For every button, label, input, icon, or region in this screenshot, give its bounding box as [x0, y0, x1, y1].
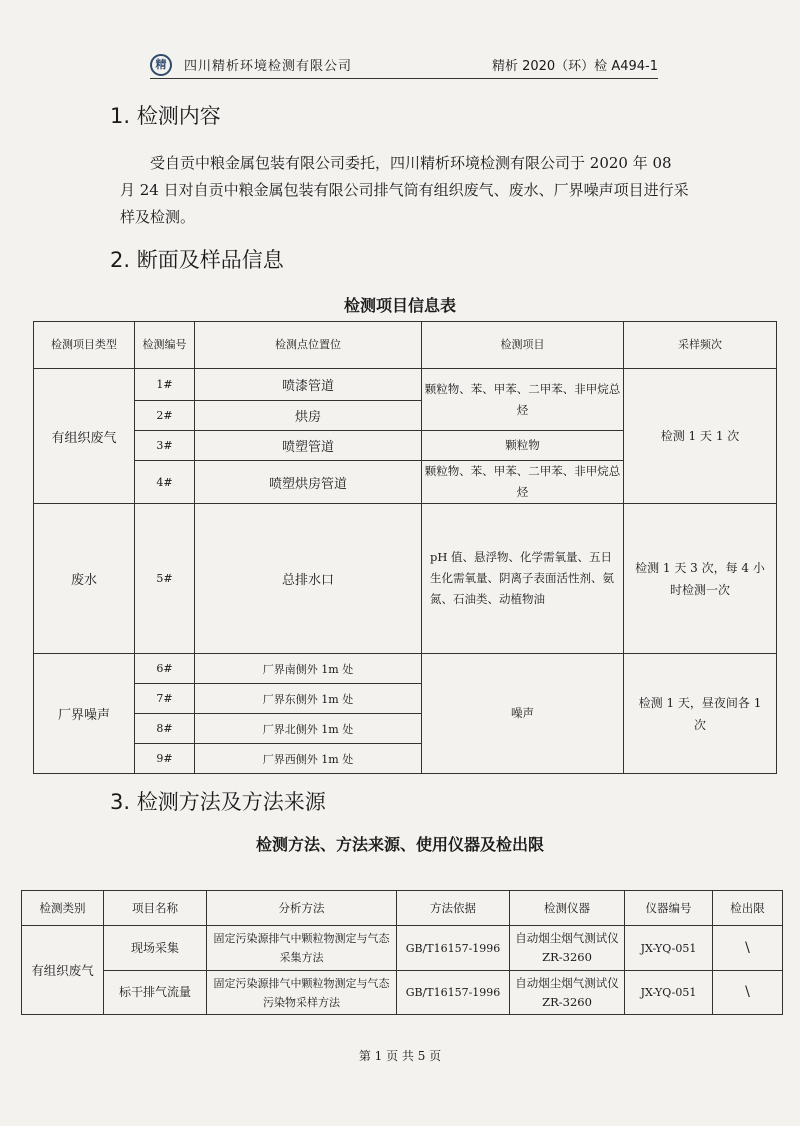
group-type: 有组织废气: [34, 369, 135, 504]
item-name: 现场采集: [104, 926, 207, 971]
detection-item: pH 值、悬浮物、化学需氧量、五日生化需氧量、阴离子表面活性剂、氨氮、石油类、动植物油: [422, 504, 624, 654]
section3-title: 3. 检测方法及方法来源: [110, 790, 326, 814]
table-row: [22, 971, 783, 1015]
point-no: 3#: [135, 431, 195, 461]
point-no: 1#: [135, 369, 195, 401]
point-location: 厂界东侧外 1m 处: [195, 684, 422, 714]
table2-header-basis: 方法依据: [397, 891, 510, 926]
sampling-frequency: 检测 1 天 1 次: [624, 369, 777, 504]
point-no: 8#: [135, 714, 195, 744]
table-row: [34, 504, 777, 654]
table-row: [34, 369, 777, 401]
point-location: 喷塑烘房管道: [195, 461, 422, 504]
analysis-method: 固定污染源排气中颗粒物测定与气态采集方法: [207, 926, 397, 971]
table1-header-type: 检测项目类型: [34, 322, 135, 369]
group-type: 废水: [34, 504, 135, 654]
point-no: 2#: [135, 401, 195, 431]
group-type: 厂界噪声: [34, 654, 135, 774]
page-number: 第 1 页 共 5 页: [358, 1049, 442, 1063]
section1-paragraph: 受自贡中粮金属包装有限公司委托，四川精析环境检测有限公司于 2020 年 08 月 24 日对自贡中粮金属包装有限公司排气筒有组织废气、废水、厂界噪声项目进行采样及检测。: [120, 154, 689, 226]
table1-header-items: 检测项目: [422, 322, 624, 369]
instrument-code: JX-YQ-051: [625, 926, 713, 971]
table2-header-category: 检测类别: [22, 891, 104, 926]
point-location: 总排水口: [195, 504, 422, 654]
point-location: 厂界北侧外 1m 处: [195, 714, 422, 744]
table2-header-code: 仪器编号: [625, 891, 713, 926]
point-location: 厂界南侧外 1m 处: [195, 654, 422, 684]
point-no: 9#: [135, 744, 195, 774]
table1-header-no: 检测编号: [135, 322, 195, 369]
point-location: 烘房: [195, 401, 422, 431]
company-name: 四川精析环境检测有限公司: [184, 59, 353, 74]
detection-items-table: [33, 321, 777, 774]
detection-item: 噪声: [422, 654, 624, 774]
point-location: 喷漆管道: [195, 369, 422, 401]
detection-limit: \: [713, 971, 783, 1015]
table2-header-instrument: 检测仪器: [510, 891, 625, 926]
section2-title: 2. 断面及样品信息: [110, 248, 284, 272]
point-no: 5#: [135, 504, 195, 654]
item-name: 标干排气流量: [104, 971, 207, 1015]
instrument: 自动烟尘烟气测试仪 ZR-3260: [510, 971, 625, 1015]
detection-item: 颗粒物: [422, 431, 624, 461]
page-header: [150, 52, 658, 79]
section1-title: 1. 检测内容: [110, 104, 221, 128]
table2-header-row: [22, 891, 783, 926]
point-no: 6#: [135, 654, 195, 684]
analysis-method: 固定污染源排气中颗粒物测定与气态污染物采样方法: [207, 971, 397, 1015]
method-basis: GB/T16157-1996: [397, 971, 510, 1015]
table1-header-row: [34, 322, 777, 369]
table-row: [34, 654, 777, 684]
table1-header-frequency: 采样频次: [624, 322, 777, 369]
sampling-frequency: 检测 1 天，昼夜间各 1 次: [624, 654, 777, 774]
method-category: 有组织废气: [22, 926, 104, 1015]
point-location: 喷塑管道: [195, 431, 422, 461]
table1-caption: 检测项目信息表: [343, 296, 456, 315]
detection-item: 颗粒物、苯、甲苯、二甲苯、非甲烷总烃: [422, 369, 624, 431]
detection-limit: \: [713, 926, 783, 971]
point-location: 厂界西侧外 1m 处: [195, 744, 422, 774]
table2-header-limit: 检出限: [713, 891, 783, 926]
table2-header-method: 分析方法: [207, 891, 397, 926]
report-number: 精析 2020（环）检 A494-1: [491, 59, 658, 74]
sampling-frequency: 检测 1 天 3 次，每 4 小时检测一次: [624, 504, 777, 654]
table1-header-location: 检测点位置位: [195, 322, 422, 369]
detection-item: 颗粒物、苯、甲苯、二甲苯、非甲烷总烃: [422, 461, 624, 504]
company-logo-icon: 精: [150, 54, 172, 76]
instrument: 自动烟尘烟气测试仪 ZR-3260: [510, 926, 625, 971]
table2-caption: 检测方法、方法来源、使用仪器及检出限: [255, 835, 544, 854]
method-table: [21, 890, 783, 1015]
point-no: 7#: [135, 684, 195, 714]
table2-header-name: 项目名称: [104, 891, 207, 926]
point-no: 4#: [135, 461, 195, 504]
instrument-code: JX-YQ-051: [625, 971, 713, 1015]
table-row: [22, 926, 783, 971]
method-basis: GB/T16157-1996: [397, 926, 510, 971]
